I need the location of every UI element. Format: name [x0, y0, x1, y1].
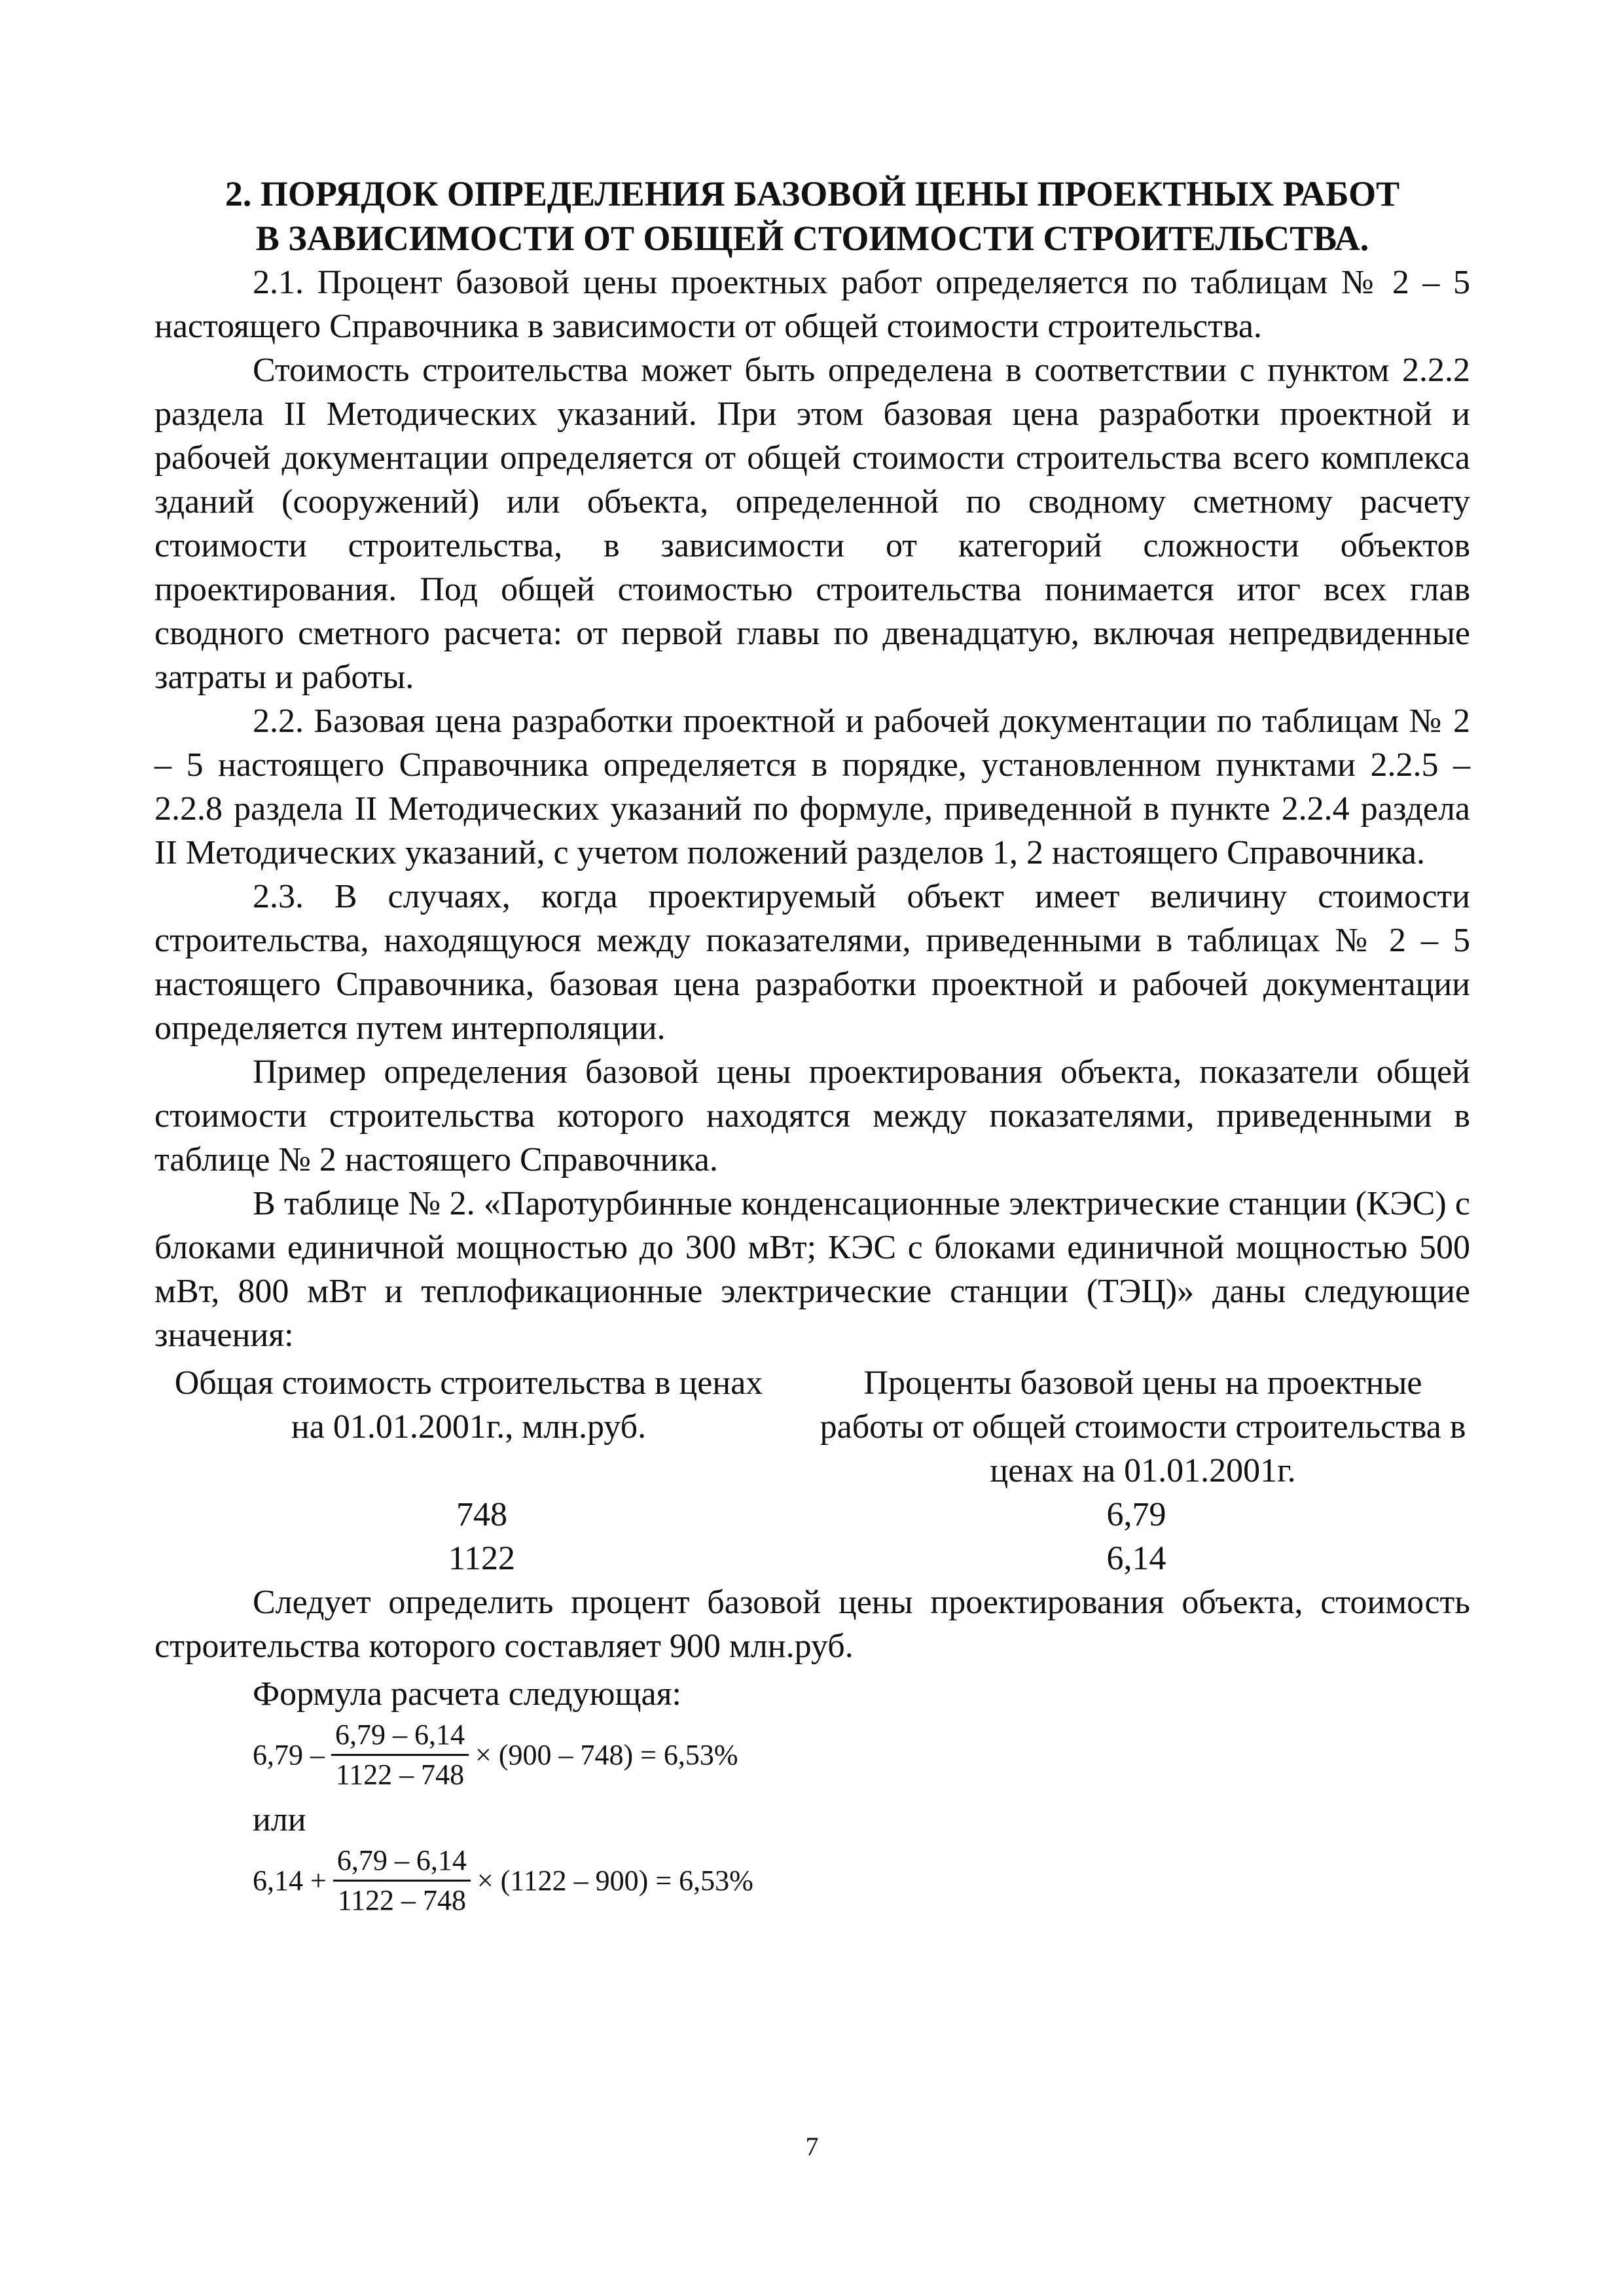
formula-1-denominator: 1122 – 748 [335, 1758, 465, 1791]
paragraph-2-1: 2.1. Процент базовой цены проектных работ определяется по таблицам № 2 – 5 настоящего Справочника в зависимости от общей стоимости строительства. [154, 264, 1470, 345]
section-title [154, 172, 1470, 261]
formula-2 [253, 1844, 1470, 1917]
formula-2-lead: 6,14 + [253, 1864, 327, 1897]
formula-1 [253, 1719, 1470, 1791]
paragraph-2-2: 2.2. Базовая цена разработки проектной и рабочей документации по таблицам № 2 – 5 настоящего Справочника определяется в порядке, установленном пунктами 2.2.5 – 2.2.8 раздела II Методических указаний по формуле, приведенной в пункте 2.2.4 раздела II Методических указаний, с учетом положений разделов 1, 2 настоящего Справочника. [154, 702, 1470, 871]
formula-1-lead: 6,79 – [253, 1738, 325, 1771]
table-row [154, 1537, 1470, 1580]
paragraph-table-reference: В таблице № 2. «Паротурбинные конденсационные электрические станции (КЭС) с блоками единичной мощностью до 300 мВт; КЭС с блоками единичной мощностью 500 мВт, 800 мВт и теплофикационные электрические станции (ТЭЦ)» даны следующие значения: [154, 1185, 1470, 1354]
formula-1-tail: × (900 – 748) = 6,53% [475, 1738, 738, 1771]
formula-2-fraction [333, 1844, 471, 1917]
percent-value: 6,14 [1106, 1540, 1166, 1577]
formula-2-numerator: 6,79 – 6,14 [333, 1844, 471, 1882]
formula-1-numerator: 6,79 – 6,14 [331, 1719, 469, 1756]
formula-1-fraction [331, 1719, 469, 1791]
cost-value: 748 [456, 1496, 507, 1533]
page-number: 7 [805, 2132, 819, 2161]
formula-2-denominator: 1122 – 748 [337, 1884, 467, 1916]
percent-value: 6,79 [1106, 1496, 1166, 1533]
formula-label: Формула расчета следующая: [253, 1675, 681, 1713]
paragraph-task: Следует определить процент базовой цены проектирования объекта, стоимость строительства которого составляет 900 млн.руб. [154, 1584, 1470, 1665]
formula-2-tail: × (1122 – 900) = 6,53% [477, 1864, 753, 1897]
header-base-price-percent: Проценты базовой цены на проектные работы от общей стоимости строительства в ценах на 01.01.2001г. [820, 1364, 1466, 1489]
table-row [154, 1493, 1470, 1537]
formula-or: или [253, 1801, 306, 1838]
paragraph-example-intro: Пример определения базовой цены проектирования объекта, показатели общей стоимости строительства которого находятся между показателями, приведенными в таблице № 2 настоящего Справочника. [154, 1053, 1470, 1178]
header-total-cost: Общая стоимость строительства в ценах на 01.01.2001г., млн.руб. [174, 1364, 763, 1446]
page-content [154, 172, 1470, 1917]
cost-value: 1122 [448, 1540, 516, 1577]
paragraph-2-3: 2.3. В случаях, когда проектируемый объект имеет величину стоимости строительства, находящуюся между показателями, приведенными в таблицах № 2 – 5 настоящего Справочника, базовая цена разработки проектной и рабочей документации определяется путем интерполяции. [154, 878, 1470, 1047]
values-table-header [154, 1361, 1470, 1493]
section-title-line1: 2. ПОРЯДОК ОПРЕДЕЛЕНИЯ БАЗОВОЙ ЦЕНЫ ПРОЕКТНЫХ РАБОТ [225, 174, 1400, 213]
section-title-line2: В ЗАВИСИМОСТИ ОТ ОБЩЕЙ СТОИМОСТИ СТРОИТЕЛЬСТВА. [255, 219, 1369, 258]
paragraph-cost-definition: Стоимость строительства может быть определена в соответствии с пунктом 2.2.2 раздела II Методических указаний. При этом базовая цена разработки проектной и рабочей документации определяется от общей стоимости строительства всего комплекса зданий (сооружений) или объекта, определенной по сводному сметному расчету стоимости строительства, в зависимости от категорий сложности объектов проектирования. Под общей стоимостью строительства понимается итог всех глав сводного сметного расчета: от первой главы по двенадцатую, включая непредвиденные затраты и работы. [154, 352, 1470, 696]
